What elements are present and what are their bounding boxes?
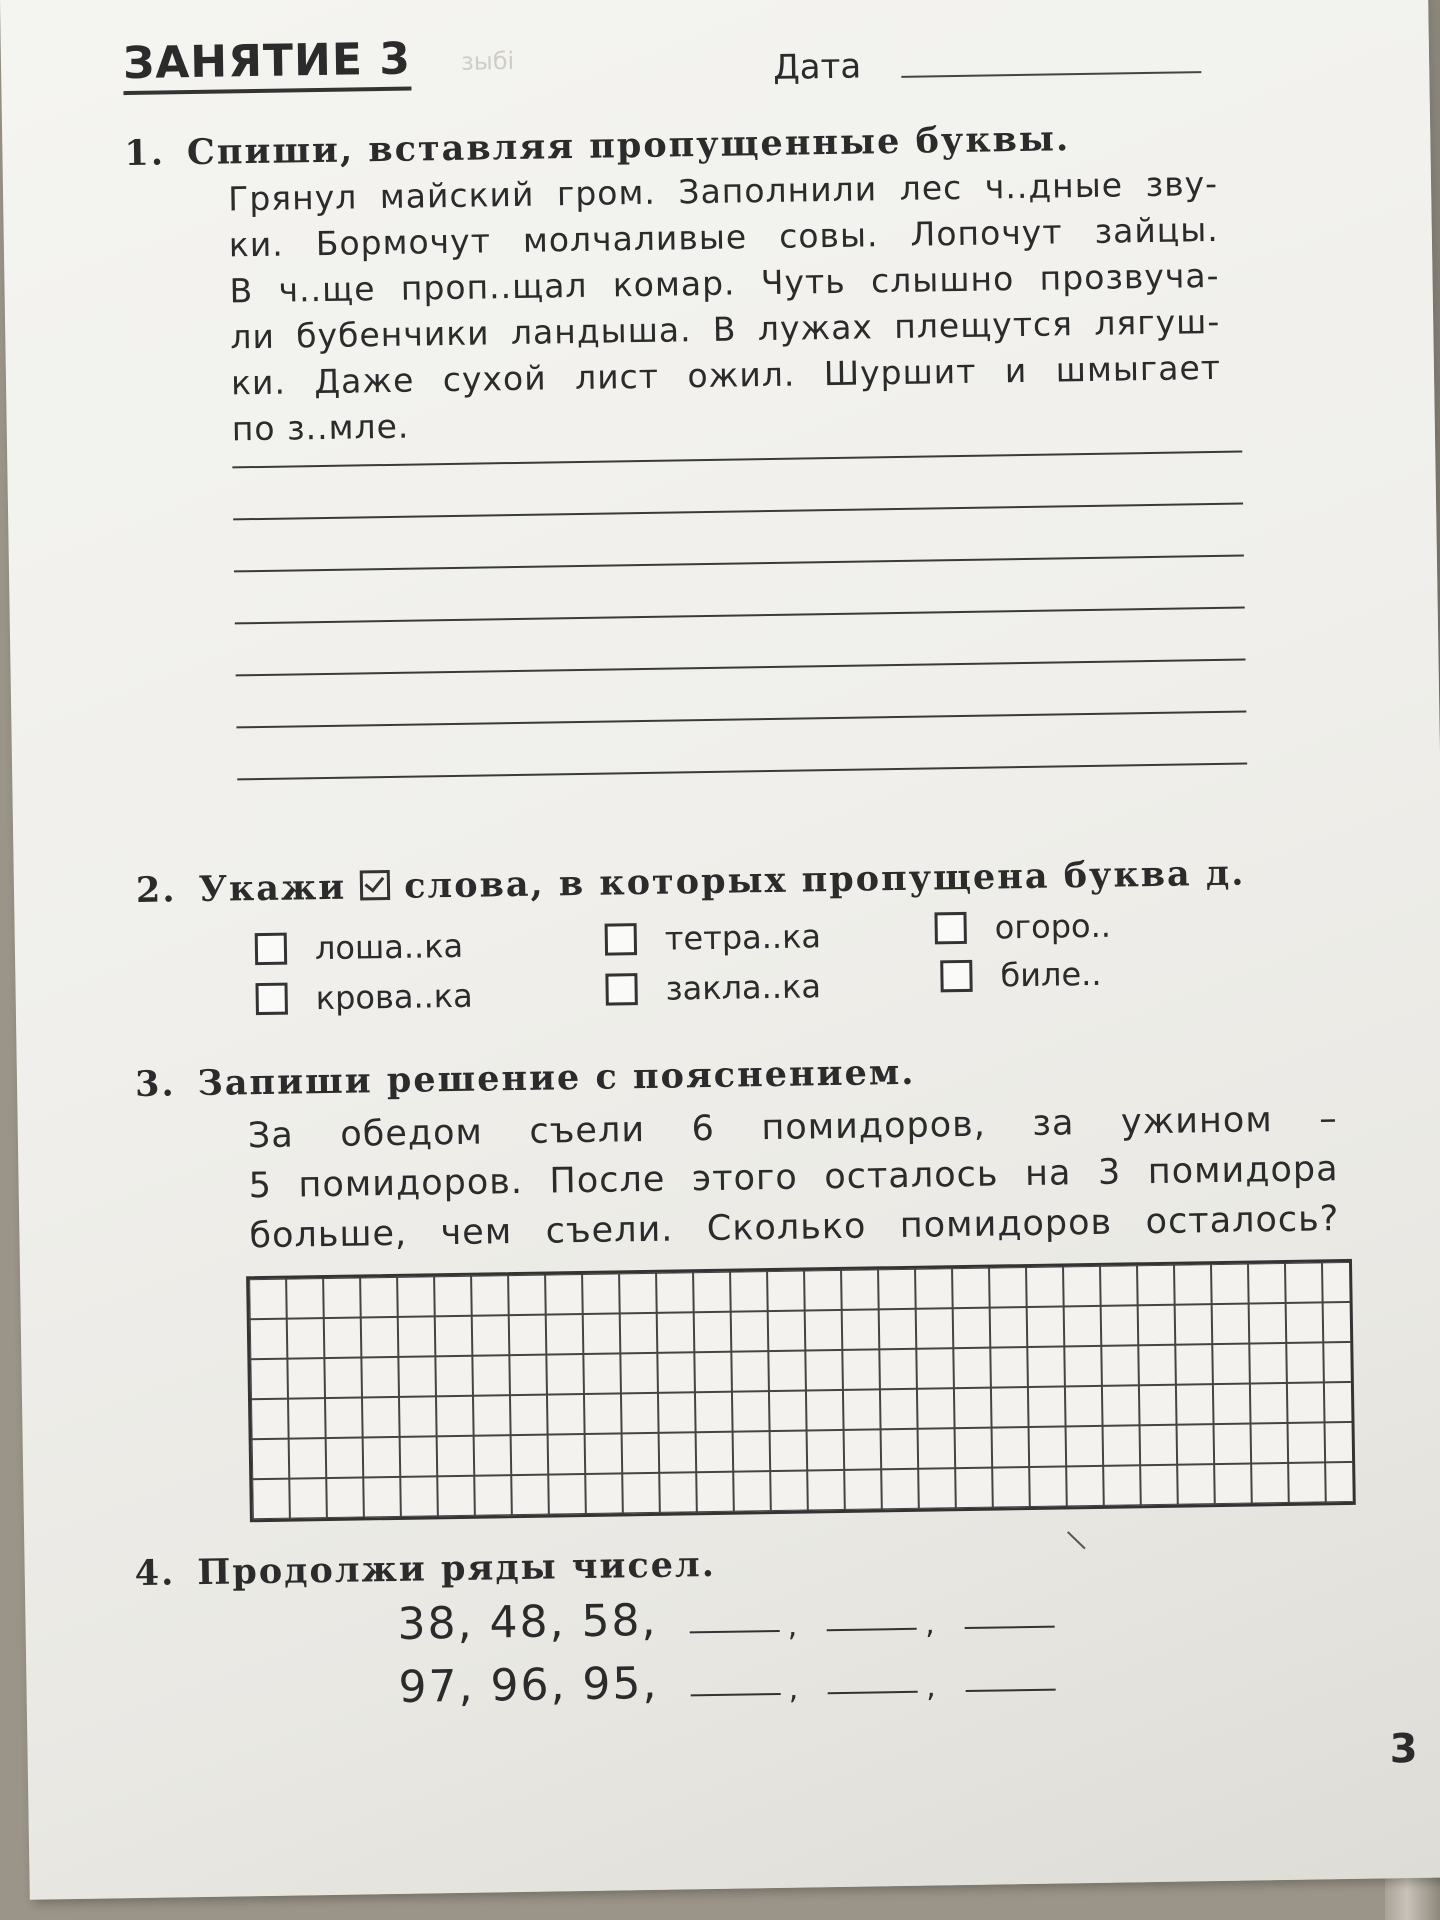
option-label: крова..ка — [315, 976, 473, 1018]
task-3-line: больше, чем съели. Сколько помидоров осталось? — [249, 1199, 1340, 1257]
pencil-mark — [1067, 1531, 1086, 1549]
checkbox[interactable] — [934, 912, 966, 944]
number-series-row — [397, 1589, 1063, 1650]
task-3-line: За обедом съели 6 помидоров, за ужином – — [247, 1099, 1339, 1157]
option-label: биле.. — [1000, 954, 1102, 995]
checkbox[interactable] — [605, 923, 637, 955]
checkmark-box-icon — [360, 870, 390, 900]
answer-blank[interactable] — [965, 1626, 1055, 1629]
answer-blank[interactable] — [828, 1691, 918, 1694]
task-2-instruction-end: слова, в которых пропущена буква д. — [403, 852, 1246, 907]
task-3-heading — [135, 1052, 916, 1105]
answer-blank[interactable] — [691, 1693, 781, 1696]
series-numbers: 38, 48, 58, — [397, 1594, 658, 1650]
option-loshadka[interactable] — [255, 927, 464, 968]
option-label: лоша..ка — [314, 926, 464, 968]
checkbox[interactable] — [940, 960, 972, 992]
task-3-text — [247, 1094, 1339, 1261]
writing-line[interactable] — [235, 607, 1245, 625]
task-4-heading — [134, 1544, 716, 1594]
task-1-text — [228, 161, 1222, 453]
option-label: закла..ка — [665, 967, 822, 1008]
task-3-line: 5 помидоров. После этого осталось на 3 помидора — [248, 1149, 1339, 1207]
task-1-line: В ч..ще проп..щал комар. Чуть слышно прозвуча- — [229, 255, 1220, 311]
writing-line[interactable] — [237, 763, 1247, 781]
task-1-line: ки. Бормочут молчаливые совы. Лопочут зайцы. — [228, 209, 1220, 265]
comma: , — [788, 1671, 801, 1707]
task-1-line: Грянул майский гром. Заполнили лес ч..дные зву- — [227, 163, 1219, 219]
checkbox[interactable] — [255, 983, 287, 1015]
writing-line[interactable] — [234, 555, 1244, 573]
answer-blank[interactable] — [827, 1628, 917, 1631]
task-2-instruction-start: Укажи — [198, 866, 347, 910]
checkbox[interactable] — [255, 933, 287, 965]
number-series-row — [398, 1652, 1064, 1713]
option-krovatka[interactable] — [255, 977, 473, 1018]
option-zakladka[interactable] — [605, 967, 821, 1008]
task-1-line: ки. Даже сухой лист ожил. Шуршит и шмыгает — [230, 347, 1222, 403]
writing-line[interactable] — [233, 503, 1243, 521]
task-4-number: 4. — [134, 1552, 176, 1595]
task-1-line: ли бубенчики ландыша. В лужах плещутся лягуш- — [230, 301, 1221, 357]
answer-blank[interactable] — [690, 1630, 780, 1633]
task-1-number: 1. — [124, 132, 166, 175]
option-bilet[interactable] — [940, 955, 1102, 996]
task-3-number: 3. — [134, 1063, 176, 1106]
checkbox[interactable] — [605, 973, 637, 1005]
answer-blank[interactable] — [966, 1689, 1056, 1692]
task-2-heading — [136, 853, 1246, 911]
option-ogorod[interactable] — [934, 907, 1111, 948]
task-1-line: по з..мле. — [231, 406, 410, 449]
show-through-text: зыбі — [460, 46, 515, 76]
comma: , — [787, 1608, 800, 1644]
date-label: Дата — [772, 46, 862, 88]
writing-line[interactable] — [232, 451, 1242, 469]
task-3-instruction: Запиши решение с пояснением. — [197, 1051, 916, 1105]
task-2-number: 2. — [135, 869, 177, 911]
series-numbers: 97, 96, 95, — [398, 1657, 659, 1713]
writing-line[interactable] — [236, 711, 1246, 729]
task-1-instruction: Спиши, вставляя пропущенные буквы. — [186, 118, 1071, 174]
option-tetradka[interactable] — [605, 917, 822, 958]
answer-grid[interactable] — [246, 1259, 1356, 1522]
writing-line[interactable] — [236, 659, 1246, 677]
option-label: тетра..ка — [664, 917, 822, 958]
lesson-title: ЗАНЯТИЕ 3 — [123, 34, 412, 96]
comma: , — [924, 1606, 937, 1642]
date-field[interactable] — [901, 71, 1201, 78]
comma: , — [925, 1669, 938, 1705]
page-number: 3 — [1389, 1725, 1418, 1773]
task-4-instruction: Продолжи ряды чисел. — [196, 1543, 717, 1594]
option-label: огоро.. — [994, 906, 1112, 947]
